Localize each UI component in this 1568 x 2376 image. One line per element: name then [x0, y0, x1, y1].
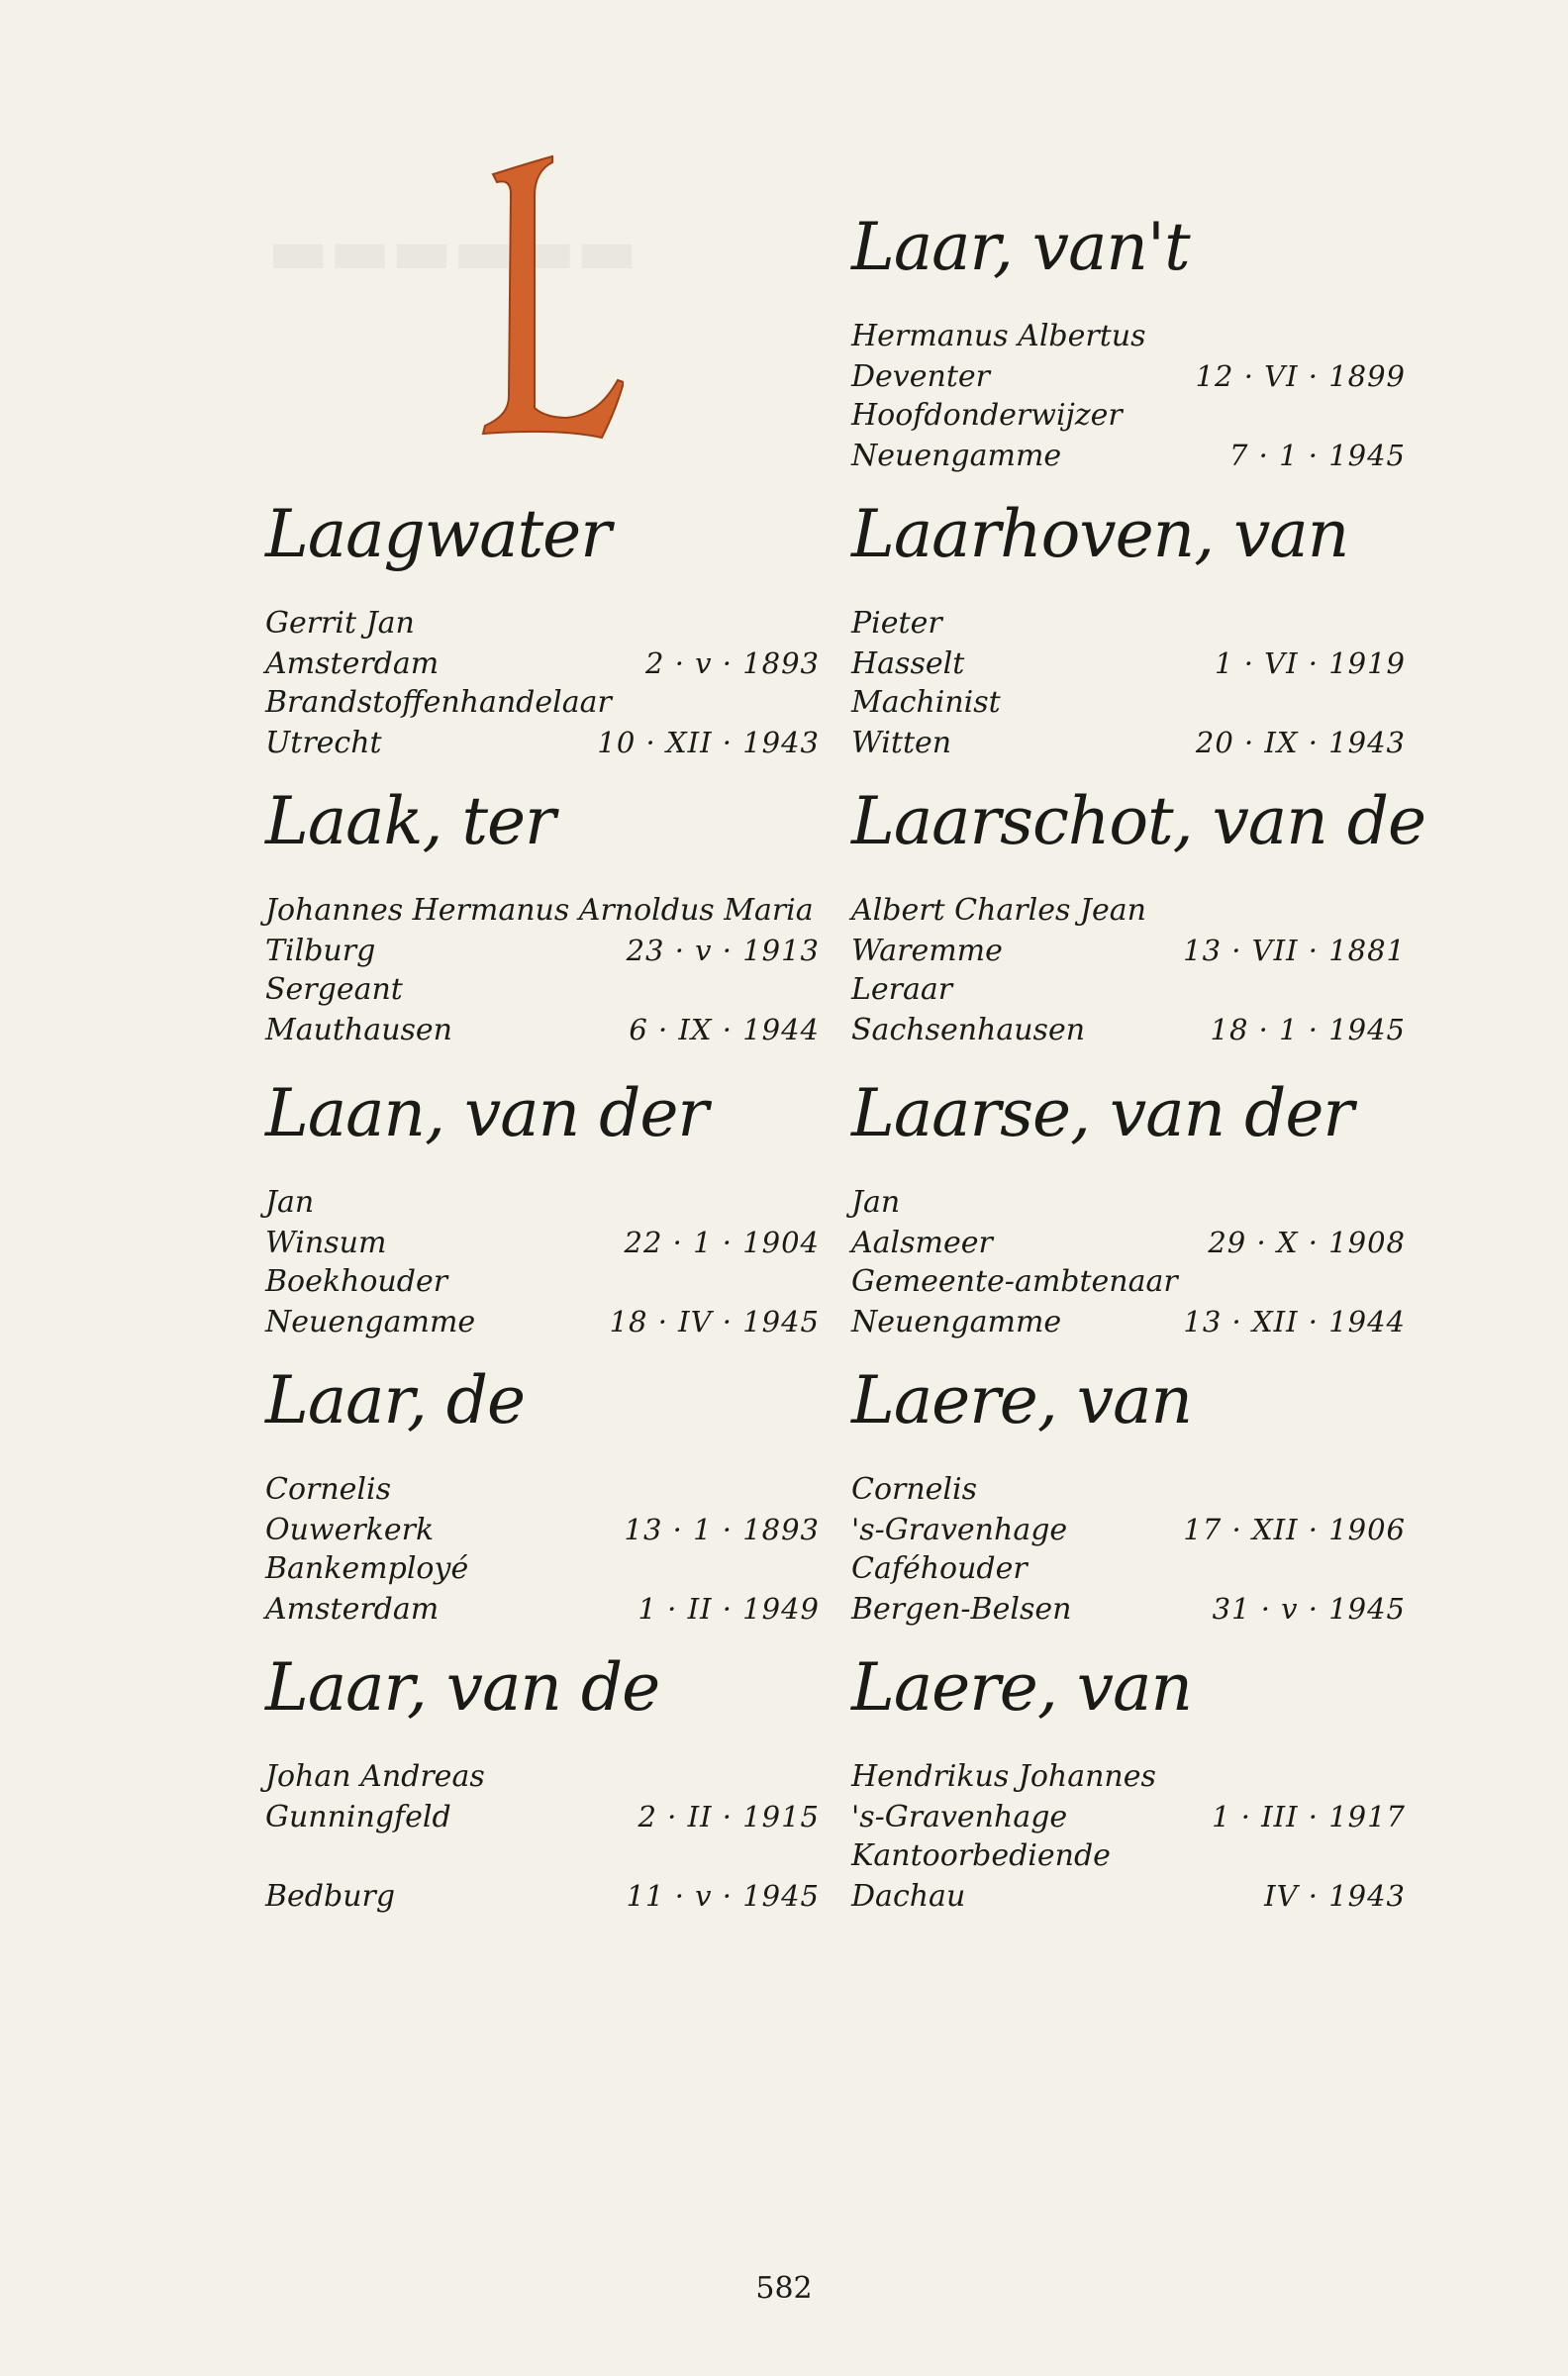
line-text: Gemeente-ambtenaar [851, 1264, 1178, 1299]
entry-line [851, 1589, 1406, 1629]
entry-line [851, 1757, 1406, 1797]
entry-line [851, 317, 1406, 356]
entry-line [851, 723, 1406, 762]
entry-details [851, 1470, 1406, 1629]
entry-line [851, 1183, 1406, 1223]
entry-laan-van-der [265, 1074, 820, 1341]
entry-laar-de [265, 1361, 820, 1629]
line-text: Brandstoffenhandelaar [265, 685, 612, 720]
line-text: Kantoorbediende [851, 1838, 1111, 1873]
line-date: 6 · IX · 1944 [629, 1013, 820, 1046]
entry-line [265, 1876, 820, 1916]
entry-line [851, 1223, 1406, 1262]
line-text: Amsterdam [265, 1592, 440, 1627]
surname-heading: Laar, van't [851, 209, 1190, 285]
line-date: 11 · v · 1945 [626, 1879, 820, 1913]
entry-line [265, 604, 820, 644]
entry-line [851, 683, 1406, 723]
line-text: Deventer [851, 359, 990, 394]
entry-line [265, 1223, 820, 1262]
entry-line [851, 1797, 1406, 1836]
line-text: Cornelis [851, 1472, 978, 1507]
line-date: 13 · VII · 1881 [1183, 934, 1406, 967]
surname-heading: Laarschot, van de [851, 783, 1426, 859]
entry-line [265, 1757, 820, 1797]
line-text: Bedburg [265, 1879, 396, 1914]
entry-line [851, 356, 1406, 396]
entry-line [851, 891, 1406, 931]
line-text: 's-Gravenhage [851, 1513, 1068, 1547]
line-text: Jan [265, 1185, 315, 1220]
line-date: 31 · v · 1945 [1212, 1592, 1406, 1626]
entry-laar-van-t [851, 208, 1406, 475]
surname-heading: Laarse, van der [851, 1075, 1353, 1151]
line-date: 29 · X · 1908 [1208, 1226, 1406, 1259]
line-date: 17 · XII · 1906 [1183, 1513, 1406, 1546]
line-date: 22 · 1 · 1904 [624, 1226, 820, 1259]
entry-line [265, 1262, 820, 1302]
entry-line [265, 1470, 820, 1510]
line-date: 23 · v · 1913 [626, 934, 820, 967]
line-date: 1 · II · 1949 [637, 1592, 820, 1626]
entry-laarhoven-van [851, 495, 1406, 762]
entry-details [265, 1470, 820, 1629]
line-text: Dachau [851, 1879, 966, 1914]
entry-line [265, 931, 820, 970]
entry-details [851, 891, 1406, 1049]
entry-laarse-van-der [851, 1074, 1406, 1341]
line-text: Bergen-Belsen [851, 1592, 1072, 1627]
line-text: Waremme [851, 934, 1003, 968]
line-text: Utrecht [265, 726, 382, 760]
entry-details [265, 1183, 820, 1341]
entry-line [265, 683, 820, 723]
entry-line [851, 396, 1406, 436]
entry-line [265, 1302, 820, 1341]
line-text: Aalsmeer [851, 1226, 993, 1260]
initial-letter-l [436, 148, 624, 455]
entry-line [851, 1010, 1406, 1049]
entry-laere-van-2 [851, 1648, 1406, 1916]
line-date: 1 · VI · 1919 [1215, 646, 1406, 680]
line-text: Amsterdam [265, 646, 440, 681]
surname-heading: Laan, van der [265, 1075, 708, 1151]
entry-line [851, 436, 1406, 475]
entry-line [851, 1549, 1406, 1589]
entry-laak-ter [265, 782, 820, 1049]
entry-laere-van-1 [851, 1361, 1406, 1629]
line-text: Caféhouder [851, 1551, 1028, 1586]
line-text: Mauthausen [265, 1013, 452, 1047]
entry-details [851, 604, 1406, 762]
entry-line [265, 1797, 820, 1836]
entry-details [851, 1757, 1406, 1916]
entry-line [851, 1510, 1406, 1549]
line-text: Sachsenhausen [851, 1013, 1086, 1047]
entry-line [851, 1302, 1406, 1341]
entry-details [265, 604, 820, 762]
line-text: Sergeant [265, 972, 403, 1007]
entry-line [265, 1836, 820, 1876]
entry-line [851, 1836, 1406, 1876]
page-number: 582 [755, 2271, 813, 2306]
line-text: Winsum [265, 1226, 387, 1260]
entry-line [851, 644, 1406, 683]
line-text: Albert Charles Jean [851, 893, 1146, 928]
entry-line [851, 931, 1406, 970]
surname-heading: Laagwater [265, 496, 611, 572]
line-date: 13 · 1 · 1893 [624, 1513, 820, 1546]
line-text: Witten [851, 726, 952, 760]
line-date: 7 · 1 · 1945 [1228, 439, 1406, 472]
entry-line [265, 1549, 820, 1589]
line-text: Jan [851, 1185, 901, 1220]
line-text: Leraar [851, 972, 953, 1007]
line-text: Neuengamme [851, 439, 1062, 473]
line-date: 18 · 1 · 1945 [1210, 1013, 1406, 1046]
surname-heading: Laak, ter [265, 783, 555, 859]
line-text: Machinist [851, 685, 1001, 720]
line-text: Pieter [851, 606, 942, 641]
entry-line [851, 1470, 1406, 1510]
line-text: Johan Andreas [265, 1759, 485, 1794]
line-text: Neuengamme [851, 1305, 1062, 1339]
line-text: Gerrit Jan [265, 606, 415, 641]
entry-details [265, 1757, 820, 1916]
entry-laar-van-de [265, 1648, 820, 1916]
line-text: Johannes Hermanus Arnoldus Maria [265, 893, 814, 928]
entry-line [265, 644, 820, 683]
line-date: 20 · IX · 1943 [1195, 726, 1406, 759]
entry-laagwater [265, 495, 820, 762]
line-text: Neuengamme [265, 1305, 476, 1339]
line-text: Ouwerkerk [265, 1513, 435, 1547]
line-date: 2 · v · 1893 [645, 646, 820, 680]
line-text: Gunningfeld [265, 1800, 451, 1834]
surname-heading: Laere, van [851, 1649, 1192, 1726]
entry-line [265, 1510, 820, 1549]
surname-heading: Laarhoven, van [851, 496, 1349, 572]
entry-line [265, 970, 820, 1010]
surname-heading: Laere, van [851, 1362, 1192, 1438]
surname-heading: Laar, van de [265, 1649, 660, 1726]
line-text: Hendrikus Johannes [851, 1759, 1156, 1794]
line-date: 18 · IV · 1945 [609, 1305, 820, 1338]
entry-line [851, 1876, 1406, 1916]
entry-laarschot-van-de [851, 782, 1426, 1049]
entry-line [851, 1262, 1406, 1302]
entry-line [851, 604, 1406, 644]
line-text: Boekhouder [265, 1264, 448, 1299]
entry-line [265, 723, 820, 762]
line-text: Cornelis [265, 1472, 392, 1507]
line-text: Hoofdonderwijzer [851, 398, 1123, 433]
line-date: IV · 1943 [1264, 1879, 1406, 1913]
line-date: 13 · XII · 1944 [1183, 1305, 1406, 1338]
line-text: Tilburg [265, 934, 376, 968]
line-text: 's-Gravenhage [851, 1800, 1068, 1834]
entry-line [265, 891, 820, 931]
line-date: 1 · III · 1917 [1212, 1800, 1406, 1833]
entry-details [265, 891, 820, 1049]
entry-line [851, 970, 1406, 1010]
entry-line [265, 1010, 820, 1049]
surname-heading: Laar, de [265, 1362, 526, 1438]
entry-details [851, 1183, 1406, 1341]
line-text: Hermanus Albertus [851, 319, 1146, 353]
show-through-decoration: ▬▬▬▬▬▬ [267, 213, 638, 289]
entry-line [265, 1183, 820, 1223]
line-date: 12 · VI · 1899 [1195, 359, 1406, 393]
line-text: Hasselt [851, 646, 965, 681]
entry-details [851, 317, 1406, 475]
entry-line [265, 1589, 820, 1629]
line-date: 2 · II · 1915 [637, 1800, 820, 1833]
line-date: 10 · XII · 1943 [597, 726, 820, 759]
line-text: Bankemployé [265, 1551, 469, 1586]
